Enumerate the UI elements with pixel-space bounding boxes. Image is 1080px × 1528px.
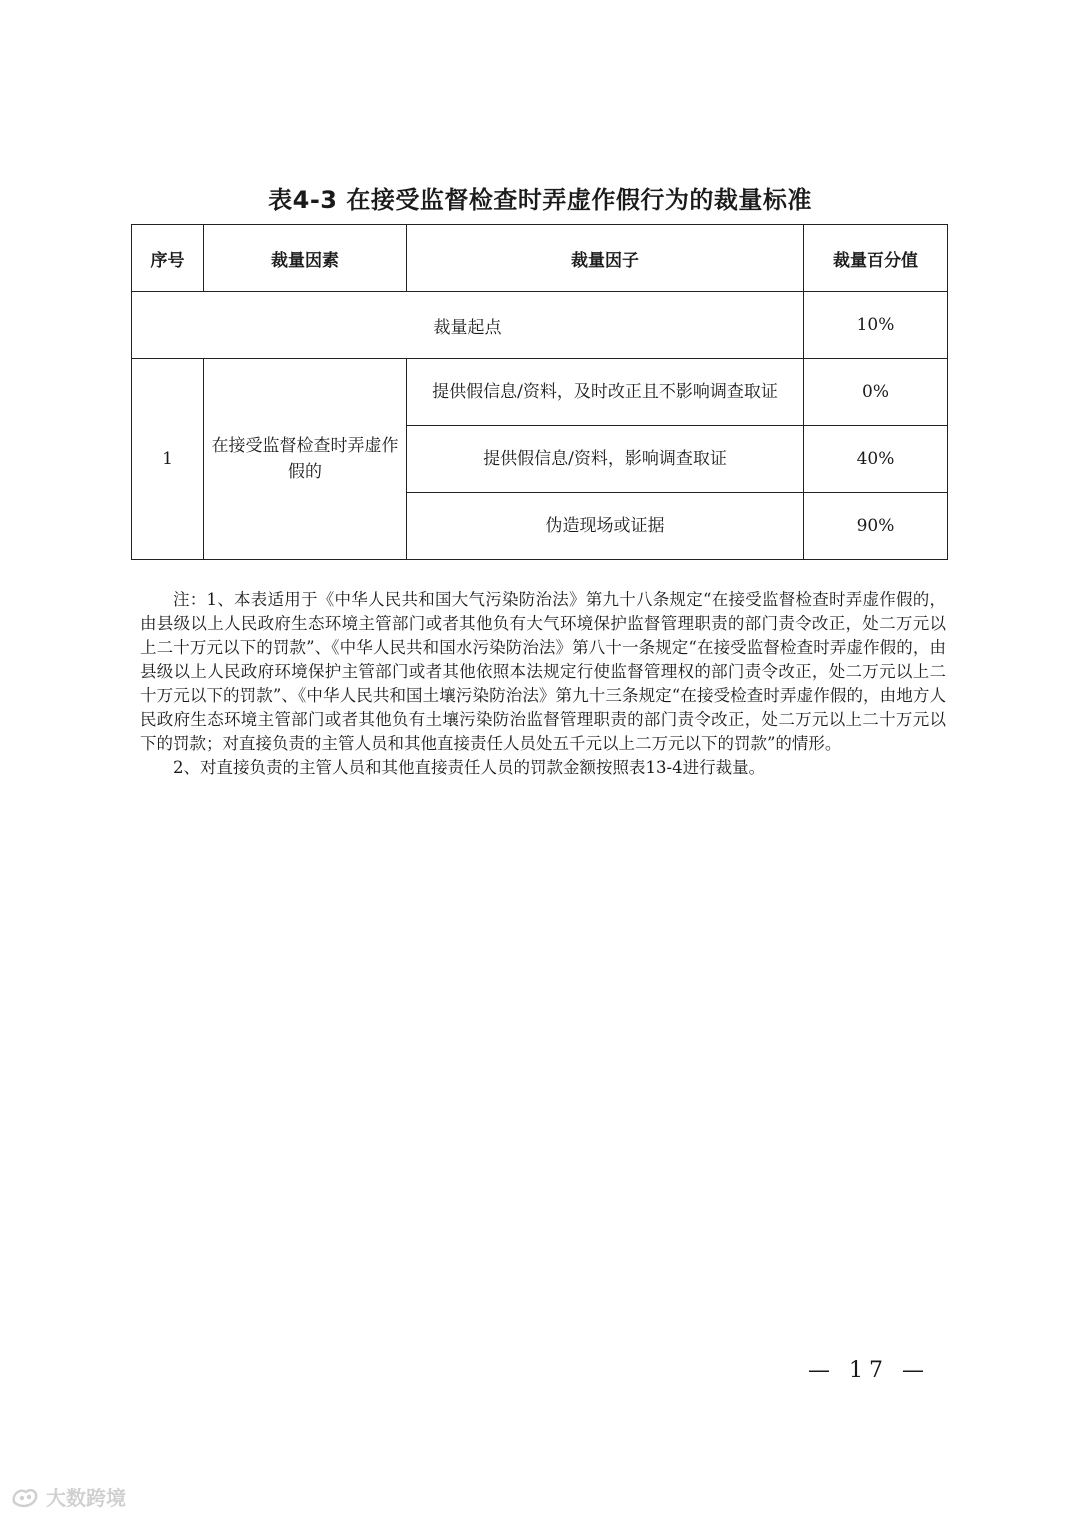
start-value: 10% xyxy=(804,292,948,359)
table-row-start xyxy=(132,292,948,359)
header-index: 序号 xyxy=(132,225,204,292)
row-desc: 提供假信息/资料，影响调查取证 xyxy=(407,426,804,493)
header-factor: 裁量因素 xyxy=(204,225,407,292)
discretion-standard-table xyxy=(131,224,948,560)
header-element: 裁量因子 xyxy=(407,225,804,292)
row-factor: 在接受监督检查时弄虚作假的 xyxy=(204,359,407,560)
row-desc: 提供假信息/资料，及时改正且不影响调查取证 xyxy=(407,359,804,426)
table-row xyxy=(132,359,948,426)
note-1: 注：1、本表适用于《中华人民共和国大气污染防治法》第九十八条规定“在接受监督检查时弄虚作假的，由县级以上人民政府生态环境主管部门或者其他负有大气环境保护监督管理职责的部门责令改正，处二万元以上二十万元以下的罚款”、《中华人民共和国水污染防治法》第八十一条规定“在接受监督检查时弄虚作假的，由县级以上人民政府环境保护主管部门或者其他依照本法规定行使监督管理权的部门责令改正，处二万元以上二十万元以下的罚款”、《中华人民共和国土壤污染防治法》第九十三条规定“在接受检查时弄虚作假的，由地方人民政府生态环境主管部门或者其他负有土壤污染防治监督管理职责的部门责令改正，处二万元以上二十万元以下的罚款；对直接负责的主管人员和其他直接责任人员处五千元以上二万元以下的罚款”的情形。 xyxy=(140,590,946,753)
header-percent: 裁量百分值 xyxy=(804,225,948,292)
watermark-text: 大数跨境 xyxy=(46,1486,126,1510)
watermark-logo-icon xyxy=(10,1484,40,1510)
page-number: — 17 — xyxy=(808,1358,930,1383)
table-header-row xyxy=(132,225,948,292)
row-index: 1 xyxy=(132,359,204,560)
row-value: 40% xyxy=(804,426,948,493)
watermark xyxy=(10,1482,126,1511)
row-desc: 伪造现场或证据 xyxy=(407,493,804,560)
note-2: 2、对直接负责的主管人员和其他直接责任人员的罚款金额按照表13-4进行裁量。 xyxy=(173,758,766,777)
row-value: 90% xyxy=(804,493,948,560)
start-label: 裁量起点 xyxy=(132,292,804,359)
table-notes xyxy=(140,588,946,780)
row-value: 0% xyxy=(804,359,948,426)
page-title: 表4-3 在接受监督检查时弄虚作假行为的裁量标准 xyxy=(268,186,812,214)
